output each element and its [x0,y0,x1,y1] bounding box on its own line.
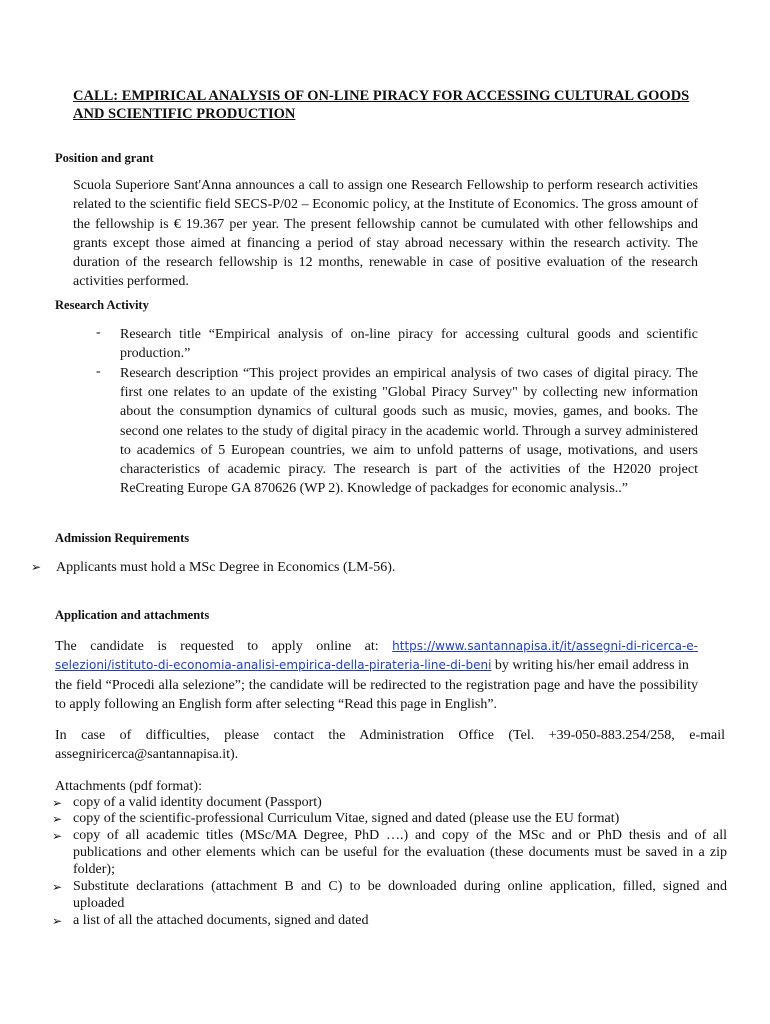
dash-bullet: - [96,364,101,379]
application-link[interactable]: https://www.santannapisa.it/it/assegni-di-ricerca-e- [392,639,699,653]
application-paragraph-rest: the field “Procedi alla selezione”; the candidate will be redirected to the registration page and have the possibility to apply following an English form after selecting “Read this page in English”. [55,678,698,713]
admission-heading: Admission Requirements [55,531,190,545]
application-line-2 [55,656,698,675]
dash-bullet: - [96,325,101,340]
application-text-after-link: by writing his/her email address in [494,658,689,673]
application-text-before: The candidate is requested to apply online at: [55,639,379,654]
attachments-heading: Attachments (pdf format): [55,779,202,794]
research-heading: Research Activity [55,298,149,312]
application-line-1 [55,637,698,656]
position-paragraph: Scuola Superiore Sant'Anna announces a call to assign one Research Fellowship to perform research activities related to the scientific field SECS-P/02 – Economic policy, at the Institute of Economics. The gross amount of the fellowship is € 19.367 per year. The present fellowship cannot be cumulated with other fellowships and grants except those aimed at financing a period of stay abroad necessary within the research activity. The duration of the research fellowship is 12 months, renewable in case of positive evaluation of the research activities performed. [73,178,698,290]
arrow-bullet-icon: ➢ [31,560,42,574]
research-description-item: Research description “This project provides an empirical analysis of two cases of digital piracy. The first one relates to an update of the existing "Global Piracy Survey" by collecting new information about the consumption dynamics of cultural goods such as music, movies, games, and books. The second one relates to the study of digital piracy in the academic world. Through a survey administered to academics of 5 European countries, we aim to unfold patterns of usage, motivations, and users characteristics of academic piracy. The research is part of the activities of the H2020 project ReCreating Europe GA 870626 (WP 2). Knowledge of packadges for economic analysis..” [120,366,698,497]
position-heading: Position and grant [55,151,154,165]
admission-item: Applicants must hold a MSc Degree in Economics (LM-56). [56,560,396,575]
attachment-item: copy of the scientific-professional Curriculum Vitae, signed and dated (please use the EU format) [73,811,620,826]
arrow-bullet-icon: ➢ [52,880,63,894]
attachment-item: copy of all academic titles (MSc/MA Degree, PhD ….) and copy of the MSc and or PhD thesis and of all publications and other elements which can be useful for the evaluation (these documents must be saved in a zip folder); [73,828,727,877]
attachment-item: copy of a valid identity document (Passport) [73,795,322,810]
arrow-bullet-icon: ➢ [52,829,63,843]
difficulties-paragraph: In case of difficulties, please contact the Administration Office (Tel. +39-050-883.254/258, e-mail assegniricerca@santannapisa.it). [55,728,725,763]
application-link[interactable]: selezioni/istituto-di-economia-analisi-empirica-della-pirateria-line-di-beni [55,658,492,672]
document-title: CALL: EMPIRICAL ANALYSIS OF ON-LINE PIRACY FOR ACCESSING CULTURAL GOODS AND SCIENTIFIC PRODUCTION [73,88,690,122]
arrow-bullet-icon: ➢ [52,812,63,826]
application-heading: Application and attachments [55,608,210,622]
attachment-item: Substitute declarations (attachment B and C) to be downloaded during online application, filled, signed and uploaded [73,879,727,911]
research-title-item: Research title “Empirical analysis of on-line piracy for accessing cultural goods and scientific production.” [120,327,698,362]
attachment-item: a list of all the attached documents, signed and dated [73,913,369,928]
arrow-bullet-icon: ➢ [52,796,63,810]
arrow-bullet-icon: ➢ [52,914,63,928]
